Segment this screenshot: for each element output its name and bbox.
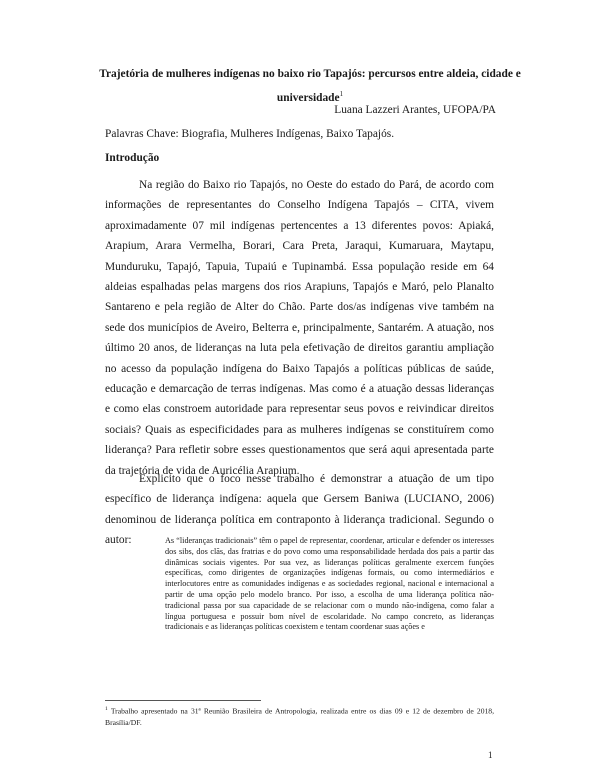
title-footnote-mark[interactable]: 1 — [339, 90, 344, 98]
block-quote: As “lideranças tradicionais” têm o papel de representar, coordenar, articular e defender os interesses dos sibs, dos clãs, das fratrias e do povo como uma responsabilidade herdada dos pais a partir das dinâmicas sociais vigentes. Por sua vez, as lideranças políticas geralmente exercem funções específicas, como dirigentes de organizações indígenas formais, ou como intermediários e interlocutores entre as comunidades indígenas e as sociedades regional, nacional e internacional a partir de uma opção pelo modelo branco. Por isso, a escolha de uma liderança política não-tradicional passa por sua capacidade de se relacionar com o mundo não-indígena, como falar a língua portuguesa e possuir bom nível de escolaridade. No campo concreto, as lideranças tradicionais e as lideranças políticas coexistem e tentam coordenar suas ações e — [165, 536, 494, 632]
footnote-divider — [105, 700, 261, 701]
footnote-mark: 1 — [105, 706, 108, 712]
footnote-text: Trabalho apresentado na 31ª Reunião Brasileira de Antropologia, realizada entre os dias 09 e 12 de dezembro de 2018, Brasília/DF. — [105, 706, 494, 727]
document-title — [90, 64, 530, 108]
intro-paragraph-1: Na região do Baixo rio Tapajós, no Oeste do estado do Pará, de acordo com informações de representantes do Conselho Indígena Tapajós – CITA, vivem aproximadamente 07 mil indígenas pertencentes a 13 diferentes povos: Apiaká, Arapium, Arara Vermelha, Borari, Cara Preta, Jaraqui, Kumaruara, Maytapu, Munduruku, Tapajó, Tapuia, Tupaiú e Tupinambá. Essa população reside em 64 aldeias espalhadas pelas margens dos rios Arapiuns, Tapajós e Maró, pelo Planalto Santareno e pela região de Alter do Chão. Parte dos/as indígenas vive também na sede dos municípios de Aveiro, Belterra e, principalmente, Santarém. A atuação, nos último 20 anos, de lideranças na luta pela efetivação de direitos garantiu ampliação no acesso da população indígena do Baixo Tapajós a políticas públicas de saúde, educação e demarcação de terras indígenas. Mas como é a atuação dessas lideranças e como elas constroem autoridade para representar seus povos e reivindicar direitos sociais? Quais as especificidades para as mulheres indígenas se constituírem como liderança? Para refletir sobre esses questionamentos que será aqui apresentada parte da trajetória de vida de Auricélia Arapium. — [105, 179, 494, 477]
page-number: 1 — [488, 750, 493, 760]
footnote — [105, 704, 494, 728]
title-text: Trajetória de mulheres indígenas no baixo rio Tapajós: percursos entre aldeia, cidade e universidade — [99, 68, 521, 104]
keywords-line: Palavras Chave: Biografia, Mulheres Indígenas, Baixo Tapajós. — [105, 128, 395, 140]
author-line: Luana Lazzeri Arantes, UFOPA/PA — [334, 104, 496, 116]
section-heading: Introdução — [105, 152, 160, 164]
intro-paragraph-2: Explicito que o foco nesse trabalho é demonstrar a atuação de um tipo específico de liderança indígena: aquela que Gersem Baniwa (LUCIANO, 2006) denominou de liderança política em contraponto à liderança tradicional. Segundo o autor: — [105, 473, 494, 547]
